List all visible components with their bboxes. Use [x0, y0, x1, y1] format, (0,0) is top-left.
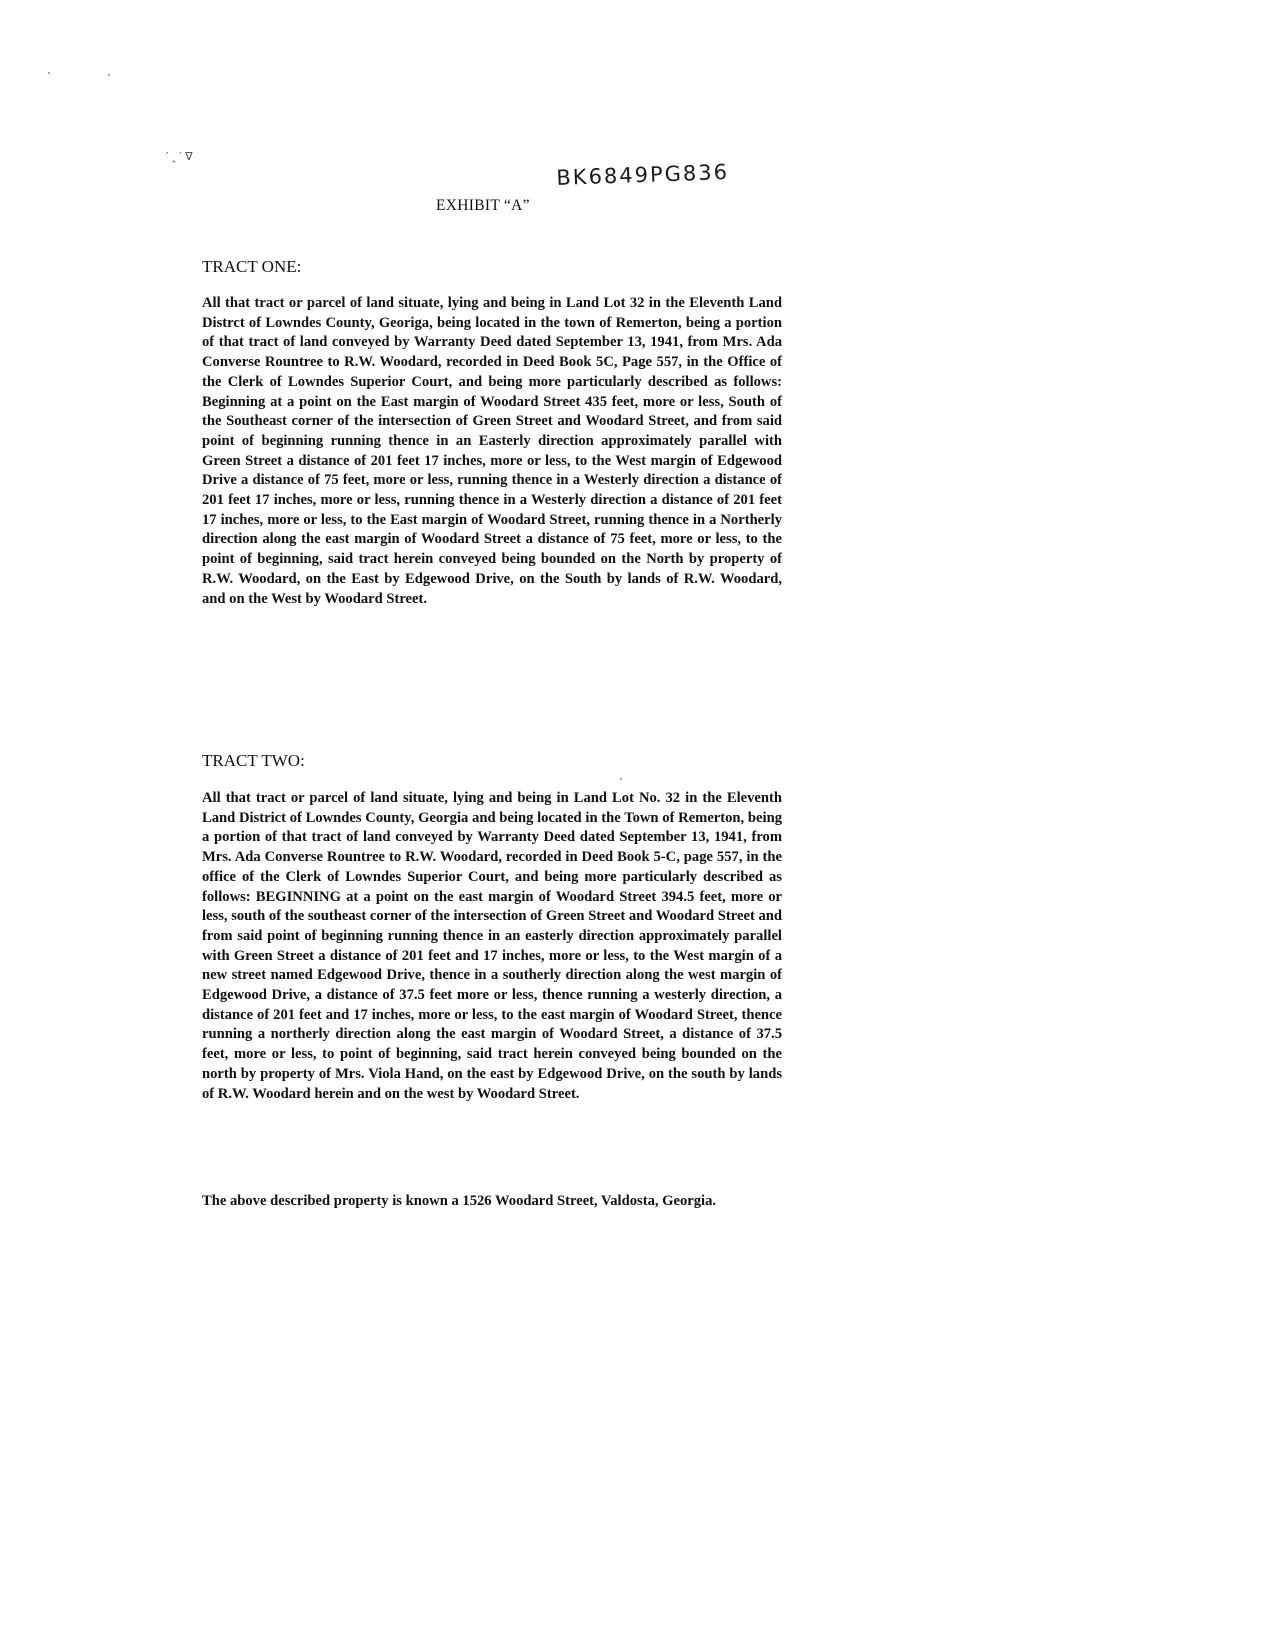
tract-two-heading: TRACT TWO: — [202, 751, 305, 770]
property-address-statement: The above described property is known a 1526 Woodard Street, Valdosta, Georgia. — [202, 1193, 717, 1209]
tract-one-description: All that tract or parcel of land situate, lying and being in Land Lot 32 in the Eleventh Land Distrct of Lowndes County, Georiga, being located in the town of Remerton, being a portion of that tract of land conveyed by Warranty Deed dated September 13, 1941, from Mrs. Ada Converse Rountree to R.W. Woodard, recorded in Deed Book 5C, Page 557, in the Office of the Clerk of Lowndes Superior Court, and being more particularly described as follows: Beginning at a point on the East margin of Woodard Street 435 feet, more or less, South of the Southeast corner of the intersection of Green Street and Woodard Street, and from said point of beginning running thence in an Easterly direction approximately parallel with Green Street a distance of 201 feet 17 inches, more or less, to the West margin of Edgewood Drive a distance of 75 feet, more or less, running thence in a Westerly direction a distance of 201 feet 17 inches, more or less, running thence in a Westerly direction a distance of 201 feet 17 inches, more or less, to the East margin of Woodard Street, running thence in a Northerly direction along the east margin of Woodard Street a distance of 75 feet, more or less, to the point of beginning, said tract herein conveyed being bounded on the North by property of R.W. Woodard, on the East by Edgewood Drive, on the South by lands of R.W. Woodard, and on the West by Woodard Street. — [202, 295, 782, 607]
scan-speck — [620, 778, 622, 780]
scan-speck — [48, 72, 50, 74]
tract-one-heading: TRACT ONE: — [202, 257, 302, 276]
tract-two-description: All that tract or parcel of land situate, lying and being in Land Lot No. 32 in the Eleventh Land District of Lowndes County, Georgia and being located in the Town of Remerton, being a portion of that tract of land conveyed by Warranty Deed dated September 13, 1941, from Mrs. Ada Converse Rountree to R.W. Woodard, recorded in Deed Book 5-C, page 557, in the office of the Clerk of Lowndes Superior Court, and being more particularly described as follows: BEGINNING at a point on the east margin of Woodard Street 394.5 feet, more or less, south of the southeast corner of the intersection of Green Street and Woodard Street and from said point of beginning running thence in an easterly direction approximately parallel with Green Street a distance of 201 feet and 17 inches, more or less, to the West margin of a new street named Edgewood Drive, thence in a southerly direction along the west margin of Edgewood Drive, a distance of 37.5 feet more or less, thence running a westerly direction, a distance of 201 feet and 17 inches, more or less, to the east margin of Woodard Street, thence running a northerly direction along the east margin of Woodard Street, a distance of 37.5 feet, more or less, to point of beginning, said tract herein conveyed being bounded on the north by property of Mrs. Viola Hand, on the east by Edgewood Drive, on the south by lands of R.W. Woodard herein and on the west by Woodard Street. — [202, 790, 782, 1102]
corner-handwritten-mark: ′ ‸ ′ ∇ — [166, 150, 193, 163]
book-page-stamp: BK6849PG836 — [556, 159, 730, 190]
scan-speck — [108, 74, 110, 76]
exhibit-title: EXHIBIT “A” — [436, 197, 530, 214]
